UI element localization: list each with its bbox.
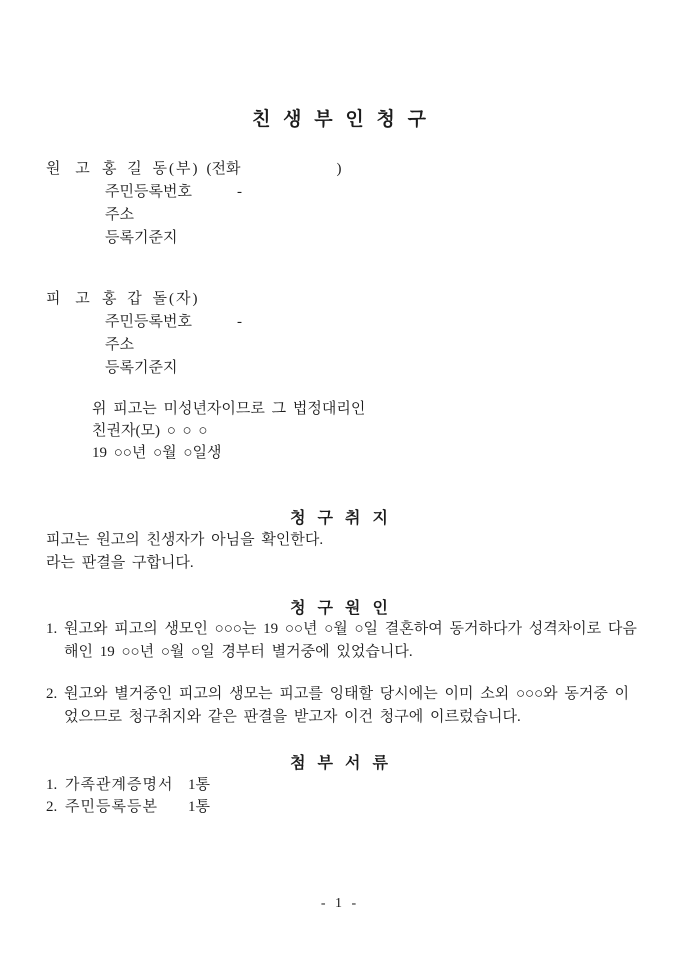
cause-item-number: 1. [46, 621, 58, 637]
attachments-heading: 첨 부 서 류 [290, 755, 390, 772]
legal-representative-line1: 위 피고는 미성년자이므로 그 법정대리인 [92, 401, 366, 417]
cause-item-text: 원고와 별거중인 피고의 생모는 피고를 잉태할 당시에는 이미 소외 ○○○와 동거중 이었으므로 청구취지와 같은 판결을 받고자 이건 청구에 이르렀습니다. [64, 686, 630, 725]
attachments-list [46, 774, 210, 818]
cause-item-row [46, 683, 638, 729]
rrn-separator: - [236, 314, 242, 330]
attachment-number: 1. [46, 777, 58, 793]
claim-purport-body [46, 529, 323, 575]
rrn-label: 주민등록번호 [105, 314, 192, 330]
defendant-registration-base-label: 등록기준지 [105, 360, 178, 376]
legal-representative-line2: 친권자(모) ○ ○ ○ [92, 423, 208, 439]
plaintiff-fields [46, 181, 341, 250]
attachment-name: 주민등록등본 [65, 799, 158, 815]
defendant-address-label: 주소 [105, 337, 134, 353]
phone-label: (전화 [206, 161, 241, 177]
cause-item-text: 원고와 피고의 생모인 ○○○는 19 ○○년 ○월 ○일 결혼하여 동거하다가 성격차이로 다음해인 19 ○○년 ○월 ○일 경부터 별거중에 있었습니다. [64, 621, 637, 660]
cause-item-2 [46, 683, 638, 729]
claim-purport-heading: 청 구 취 지 [290, 510, 390, 527]
rrn-separator: - [236, 184, 242, 200]
claim-cause-heading: 청 구 원 인 [290, 600, 390, 617]
cause-item-number: 2. [46, 686, 58, 702]
defendant-fields [46, 311, 242, 380]
legal-representative-line3: 19 ○○년 ○월 ○일생 [92, 445, 222, 461]
attachment-number: 2. [46, 799, 58, 815]
defendant-section [46, 288, 242, 380]
attachment-item [46, 796, 210, 818]
plaintiff-address-label: 주소 [105, 207, 134, 223]
defendant-name: 홍 갑 돌(자) [102, 291, 200, 307]
plaintiff-phone-field [206, 158, 341, 181]
cause-item-row [46, 618, 638, 664]
legal-representative-note [92, 398, 365, 464]
rrn-label: 주민등록번호 [105, 184, 192, 200]
attachment-name: 가족관계증명서 [65, 777, 174, 793]
plaintiff-registration-base-label: 등록기준지 [105, 230, 178, 246]
claim-purport-line2: 라는 판결을 구합니다. [46, 555, 194, 571]
plaintiff-role-label: 원 고 [46, 161, 94, 177]
attachment-item [46, 774, 210, 796]
plaintiff-rrn-row [105, 181, 341, 204]
cause-item-1 [46, 618, 638, 664]
plaintiff-section [46, 158, 341, 250]
plaintiff-header-row [46, 158, 341, 181]
phone-close-paren: ) [336, 161, 342, 177]
defendant-rrn-row [105, 311, 242, 334]
page-number: - 1 - [320, 896, 360, 911]
plaintiff-name: 홍 길 동(부) [102, 161, 200, 177]
defendant-header-row [46, 288, 242, 311]
defendant-role-label: 피 고 [46, 291, 94, 307]
attachment-count: 1통 [188, 799, 210, 815]
attachment-count: 1통 [188, 777, 210, 793]
claim-purport-line1: 피고는 원고의 친생자가 아님을 확인한다. [46, 532, 324, 548]
document-title: 친 생 부 인 청 구 [252, 109, 428, 130]
